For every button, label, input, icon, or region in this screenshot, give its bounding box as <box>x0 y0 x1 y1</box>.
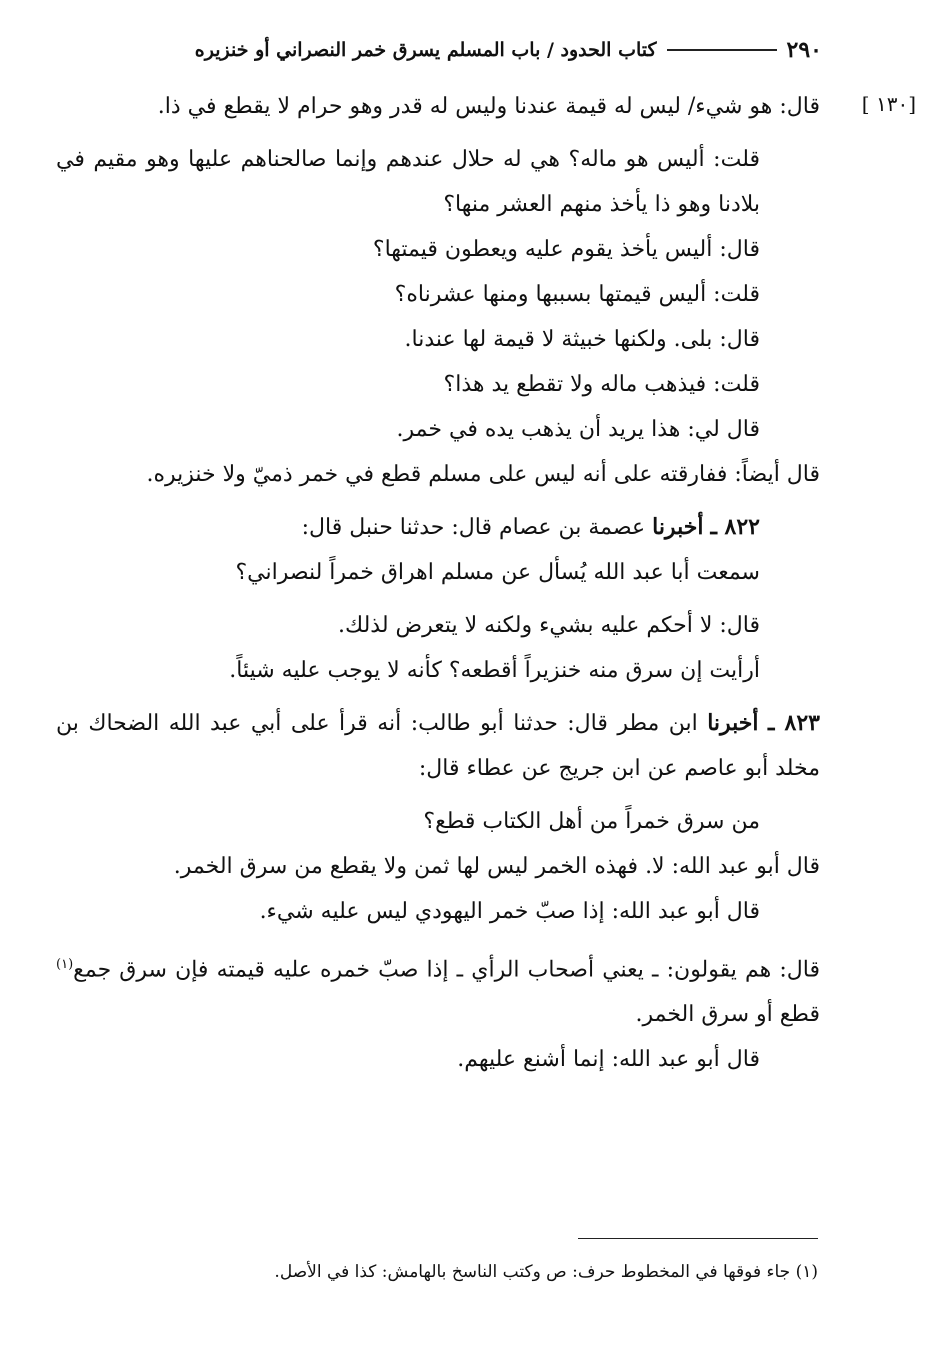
paragraph: سمعت أبا عبد الله يُسأل عن مسلم اهراق خمراً لنصراني؟ <box>235 560 760 585</box>
paragraph: قال أبو عبد الله: إنما أشنع عليهم. <box>457 1047 760 1073</box>
narration-keyword: أخبرنا <box>652 514 704 540</box>
paragraph: قال أبو عبد الله: إذا صبّ خمر اليهودي ليس عليه شيء. <box>259 899 760 924</box>
page-number: ٢٩٠ <box>786 37 822 63</box>
paragraph: قلت: أليس قيمتها بسببها ومنها عشرناه؟ <box>394 282 760 307</box>
main-text <box>56 84 820 1082</box>
paragraph: من سرق خمراً من أهل الكتاب قطع؟ <box>423 809 760 834</box>
header-title: كتاب الحدود / باب المسلم يسرق خمر النصراني أو خنزيره <box>194 39 657 61</box>
paragraph: قال: بلى. ولكنها خبيثة لا قيمة لها عندنا. <box>404 327 760 352</box>
running-header <box>56 30 822 70</box>
paragraph: قلت: فيذهب ماله ولا تقطع يد هذا؟ <box>443 372 760 397</box>
paragraph: أرأيت إن سرق منه خنزيراً أقطعه؟ كأنه لا يوجب عليه شيئاً. <box>229 658 760 683</box>
footnote-marker[interactable]: (١) <box>56 957 74 972</box>
paragraph: قال أيضاً: ففارقته على أنه ليس على مسلم قطع في خمر ذميّ ولا خنزيره. <box>146 462 820 487</box>
hadith-823-heading: ٨٢٣ ـ أخبرنا ابن مطر قال: حدثنا أبو طالب: أنه قرأ على أبي عبد الله الضحاك بن مخلد أبو عاصم عن ابن جريج عن عطاء قال: <box>56 710 820 781</box>
footnote-separator <box>578 1238 818 1239</box>
paragraph: قال لي: هذا يريد أن يذهب يده في خمر. <box>396 417 760 442</box>
paragraph: قلت: أليس هو ماله؟ هي له حلال عندهم وإنما صالحناهم عليها وهو مقيم في بلادنا وهو ذا يأخذ منهم العشر منها؟ <box>56 147 760 217</box>
hadith-number: ٨٢٣ ـ <box>767 710 820 736</box>
header-rule <box>667 49 777 51</box>
narration-keyword: أخبرنا <box>707 710 759 736</box>
paragraph: قال: أليس يأخذ يقوم عليه ويعطون قيمتها؟ <box>372 237 760 262</box>
hadith-number: ٨٢٢ ـ <box>710 514 760 540</box>
hadith-822-heading: ٨٢٢ ـ أخبرنا عصمة بن عصام قال: حدثنا حنبل قال: <box>301 514 760 540</box>
paragraph: قال: هو شيء/ ليس له قيمة عندنا وليس له قدر وهو حرام لا يقطع في ذا. <box>157 94 820 119</box>
paragraph: قال: هم يقولون: ـ يعني أصحاب الرأي ـ إذا صبّ خمره عليه قيمته فإن سرق جمع$^{(١)}$ قطع أو سرق الخمر. <box>56 957 820 1028</box>
paragraph: قال: لا أحكم عليه بشيء ولكنه لا يتعرض لذلك. <box>338 613 760 638</box>
paragraph: قال أبو عبد الله: لا. فهذه الخمر ليس لها ثمن ولا يقطع من سرق الخمر. <box>173 854 820 879</box>
footnote: (١) جاء فوقها في المخطوط حرف: ص وكتب الناسخ بالهامش: كذا في الأصل. <box>274 1262 818 1282</box>
manuscript-page-marker: [١٣٠ ] <box>861 92 916 116</box>
